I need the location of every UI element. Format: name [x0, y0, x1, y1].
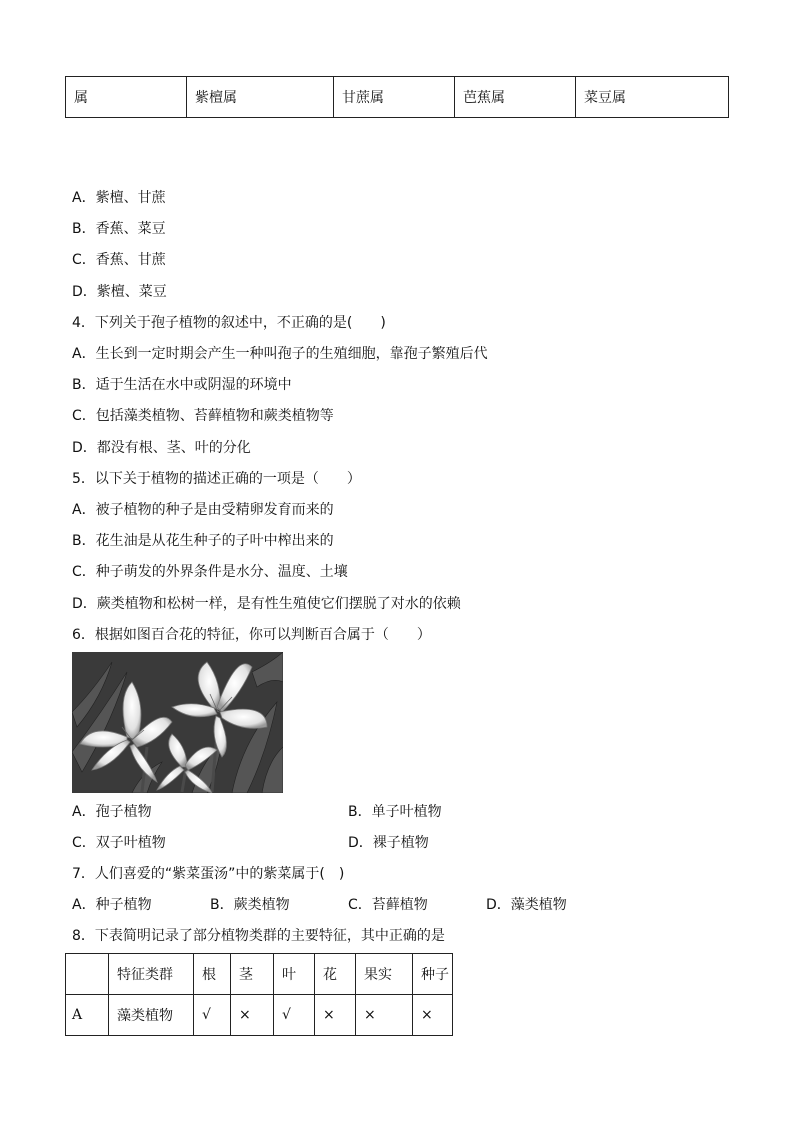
table-row: [66, 995, 453, 1036]
q5-stem: 5．以下关于植物的描述正确的一项是（ ）: [72, 471, 361, 487]
q3-option-c: C．香蕉、甘蔗: [72, 252, 166, 268]
q4-option-c: C．包括藻类植物、苔藓植物和蕨类植物等: [72, 408, 334, 424]
table-cell: ×: [413, 995, 453, 1036]
table-row: [66, 77, 729, 118]
table-cell: A: [66, 995, 109, 1036]
q7-option-a: A．种子植物: [72, 897, 152, 913]
table-header-cell: 茎: [231, 954, 274, 995]
table-cell: 甘蔗属: [334, 77, 455, 118]
q4-option-b: B．适于生活在水中或阴湿的环境中: [72, 377, 292, 393]
table-cell: 紫檀属: [187, 77, 334, 118]
table-cell: 属: [66, 77, 187, 118]
table-header-cell: 花: [315, 954, 356, 995]
q3-option-a: A．紫檀、甘蔗: [72, 190, 166, 206]
table-header-cell: [66, 954, 109, 995]
table-header-cell: 果实: [356, 954, 413, 995]
q6-stem: 6．根据如图百合花的特征，你可以判断百合属于（ ）: [72, 627, 431, 643]
q6-option-c: C．双子叶植物: [72, 835, 166, 851]
q5-option-c: C．种子萌发的外界条件是水分、温度、土壤: [72, 564, 348, 580]
table-header-cell: 种子: [413, 954, 453, 995]
plant-feature-table: [65, 953, 453, 1036]
table-cell: 藻类植物: [109, 995, 194, 1036]
table-cell: ×: [315, 995, 356, 1036]
table-cell: √: [194, 995, 231, 1036]
q7-stem: 7．人们喜爱的“紫菜蛋汤”中的紫菜属于( ): [72, 866, 345, 882]
q4-option-a: A．生长到一定时期会产生一种叫孢子的生殖细胞，靠孢子繁殖后代: [72, 346, 488, 362]
q6-option-a: A．孢子植物: [72, 804, 152, 820]
q5-option-d: D．蕨类植物和松树一样，是有性生殖使它们摆脱了对水的依赖: [72, 596, 461, 612]
table-cell: √: [274, 995, 315, 1036]
q6-option-b: B．单子叶植物: [348, 804, 442, 820]
table-header-cell: 根: [194, 954, 231, 995]
q7-option-d: D．藻类植物: [486, 897, 567, 913]
q6-option-d: D．裸子植物: [348, 835, 429, 851]
q8-stem: 8．下表简明记录了部分植物类群的主要特征，其中正确的是: [72, 928, 445, 944]
q5-option-a: A．被子植物的种子是由受精卵发育而来的: [72, 502, 334, 518]
table-cell: 芭蕉属: [455, 77, 576, 118]
table-cell: ×: [356, 995, 413, 1036]
table-cell: ×: [231, 995, 274, 1036]
table-cell: 菜豆属: [576, 77, 729, 118]
table-header-row: [66, 954, 453, 995]
q7-option-c: C．苔藓植物: [348, 897, 428, 913]
q3-option-b: B．香蕉、菜豆: [72, 221, 166, 237]
q5-option-b: B．花生油是从花生种子的子叶中榨出来的: [72, 533, 334, 549]
q4-stem: 4．下列关于孢子植物的叙述中，不正确的是( ): [72, 315, 386, 331]
classification-table: [65, 76, 729, 118]
lily-photo: [72, 652, 283, 793]
q3-option-d: D．紫檀、菜豆: [72, 284, 167, 300]
table-header-cell: 叶: [274, 954, 315, 995]
q4-option-d: D．都没有根、茎、叶的分化: [72, 440, 251, 456]
q7-option-b: B．蕨类植物: [210, 897, 290, 913]
table-header-cell: 特征类群: [109, 954, 194, 995]
